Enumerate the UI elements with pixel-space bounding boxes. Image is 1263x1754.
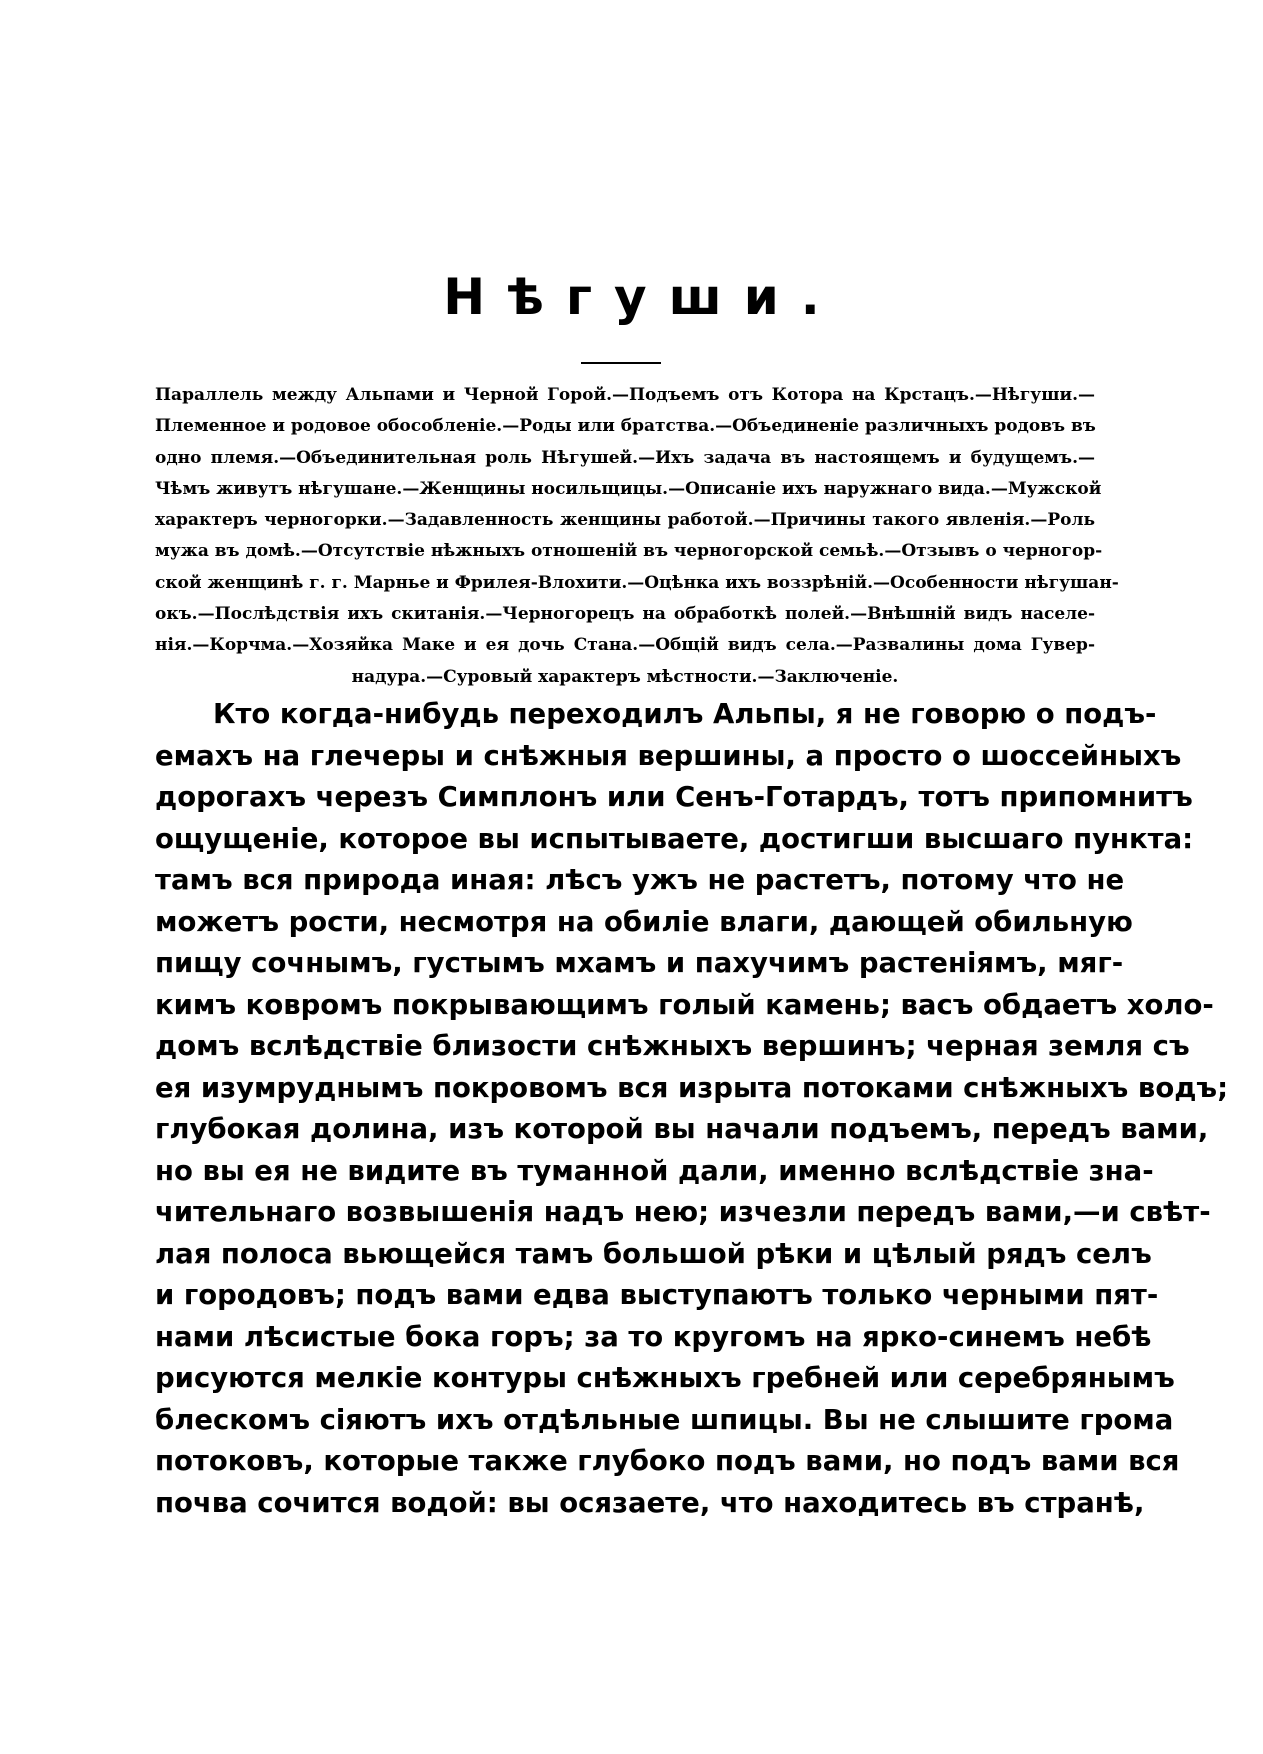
body-line: дорогахъ черезъ Симплонъ или Сенъ-Готардъ, тотъ припомнитъ: [155, 781, 1193, 813]
body-line: ея изумруднымъ покровомъ вся изрыта потоками снѣжныхъ водъ;: [155, 1071, 1229, 1104]
chapter-title: Нѣгуши.: [443, 268, 842, 326]
synopsis-line: ской женщинѣ г. г. Марнье и Фрилея-Влохити.—Оцѣнка ихъ воззрѣній.—Особенности нѣгушан-: [155, 572, 1119, 593]
body-paragraph: [155, 694, 1229, 1524]
body-line: ощущеніе, которое вы испытываете, достигши высшаго пункта:: [155, 822, 1194, 855]
synopsis-line: Параллель между Альпами и Черной Горой.—Подъемъ отъ Котора на Крстацъ.—Нѣгуши.—: [155, 385, 1095, 405]
body-line: блескомъ сіяютъ ихъ отдѣльные шпицы. Вы не слышите грома: [155, 1403, 1174, 1436]
body-line: пищу сочнымъ, густымъ мхамъ и пахучимъ растеніямъ, мяг-: [155, 947, 1124, 979]
body-line: тамъ вся природа иная: лѣсъ ужъ не растетъ, потому что не: [155, 864, 1125, 896]
synopsis-line: Племенное и родовое обособленіе.—Роды или братства.—Объединеніе различныхъ родовъ въ: [155, 416, 1096, 437]
body-line: лая полоса вьющейся тамъ большой рѣки и цѣлый рядъ селъ: [155, 1237, 1152, 1270]
body-line: глубокая долина, изъ которой вы начали подъемъ, передъ вами,: [155, 1113, 1209, 1145]
synopsis-line: Чѣмъ живутъ нѣгушане.—Женщины носильщицы.—Описаніе ихъ наружнаго вида.—Мужской: [155, 478, 1102, 499]
synopsis-line: мужа въ домѣ.—Отсутствіе нѣжныхъ отношеній въ черногорской семьѣ.—Отзывъ о черногор-: [155, 541, 1103, 562]
synopsis-line: окъ.—Послѣдствія ихъ скитанія.—Черногорецъ на обработкѣ полей.—Внѣшній видъ населе-: [155, 604, 1095, 625]
body-line: почва сочится водой: вы осязаете, что находитесь въ странѣ,: [155, 1486, 1145, 1519]
body-line: нами лѣсистые бока горъ; за то кругомъ на ярко-синемъ небѣ: [155, 1320, 1152, 1353]
body-line: но вы ея не видите въ туманной дали, именно вслѣдствіе зна-: [155, 1154, 1154, 1187]
body-line: Кто когда-нибудь переходилъ Альпы, я не говорю о подъ-: [213, 698, 1157, 730]
body-line: потоковъ, которые также глубоко подъ вами, но подъ вами вся: [155, 1445, 1180, 1477]
synopsis-line: характеръ черногорки.—Задавленность женщины работой.—Причины такого явленія.—Роль: [155, 510, 1095, 531]
body-line: домъ вслѣдствіе близости снѣжныхъ вершинъ; черная земля съ: [155, 1030, 1190, 1062]
synopsis-line: нія.—Корчма.—Хозяйка Маке и ея дочь Стана.—Общій видъ села.—Развалины дома Гувер-: [155, 635, 1095, 656]
body-line: кимъ ковромъ покрывающимъ голый камень; васъ обдаетъ холо-: [155, 988, 1214, 1021]
body-line: и городовъ; подъ вами едва выступаютъ только черными пят-: [155, 1279, 1159, 1311]
synopsis-line: одно племя.—Объединительная роль Нѣгушей.—Ихъ задача въ настоящемъ и будущемъ.—: [155, 447, 1095, 468]
title-rule-divider: [581, 362, 661, 364]
body-line: чительнаго возвышенія надъ нею; изчезли передъ вами,—и свѣт-: [155, 1196, 1211, 1228]
synopsis-line: надура.—Суровый характеръ мѣстности.—Заключеніе.: [351, 666, 899, 687]
body-line: рисуются мелкіе контуры снѣжныхъ гребней или серебрянымъ: [155, 1362, 1175, 1394]
chapter-synopsis: [155, 380, 1119, 693]
body-line: емахъ на глечеры и снѣжныя вершины, а просто о шоссейныхъ: [155, 739, 1182, 772]
body-line: можетъ рости, несмотря на обиліе влаги, дающей обильную: [155, 905, 1133, 938]
